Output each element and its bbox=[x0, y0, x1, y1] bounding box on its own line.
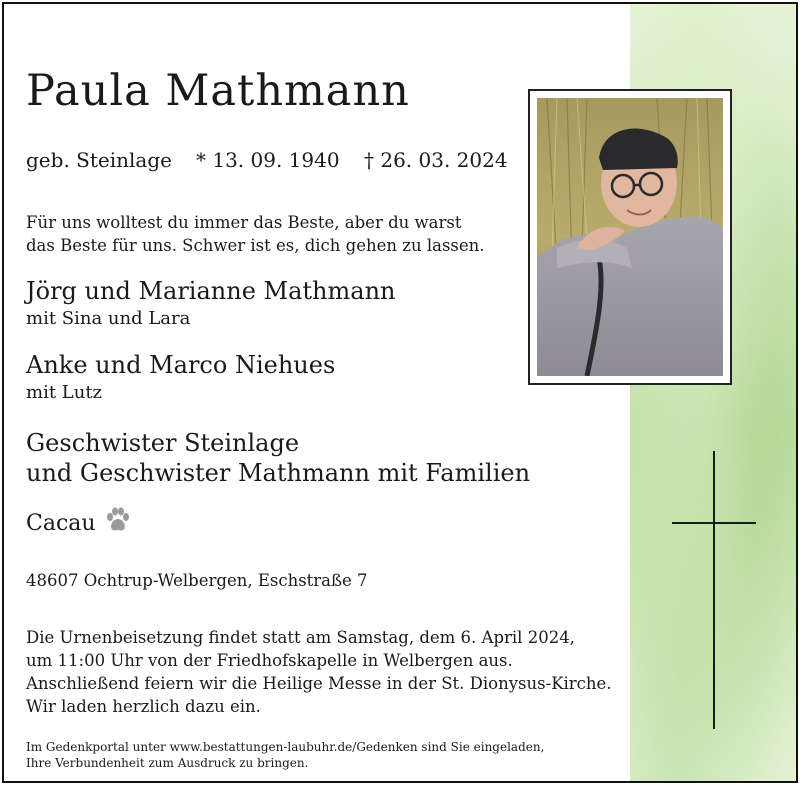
paw-print-icon bbox=[104, 506, 132, 540]
mourner-names: Anke und Marco Niehues bbox=[26, 351, 336, 379]
service-line: Anschließend feiern wir die Heilige Messe in der St. Dionysus-Kirche. bbox=[26, 674, 612, 693]
dates-row bbox=[26, 148, 508, 172]
service-line: Wir laden herzlich dazu ein. bbox=[26, 697, 261, 716]
birth-date: * 13. 09. 1940 bbox=[196, 148, 340, 172]
deceased-name: Paula Mathmann bbox=[26, 66, 410, 116]
mourner-names: Jörg und Marianne Mathmann bbox=[26, 277, 396, 305]
pet-line bbox=[26, 506, 132, 540]
portal-line: Im Gedenkportal unter www.bestattungen-laubuhr.de/Gedenken sind Sie eingeladen, bbox=[26, 740, 545, 754]
memorial-verse bbox=[26, 211, 506, 257]
service-line: um 11:00 Uhr von der Friedhofskapelle in Welbergen aus. bbox=[26, 651, 513, 670]
pet-name: Cacau bbox=[26, 510, 96, 536]
verse-line: Für uns wolltest du immer das Beste, aber du warst bbox=[26, 213, 462, 232]
memorial-portal-note bbox=[26, 739, 544, 771]
mourner-names: und Geschwister Mathmann mit Familien bbox=[26, 459, 531, 487]
service-info bbox=[26, 626, 612, 718]
obituary-card bbox=[2, 2, 798, 783]
mourner-with: mit Sina und Lara bbox=[26, 308, 191, 329]
mourner-group bbox=[26, 350, 335, 406]
address: 48607 Ochtrup-Welbergen, Eschstraße 7 bbox=[26, 571, 368, 590]
mourner-names: Geschwister Steinlage bbox=[26, 429, 300, 457]
mourner-group bbox=[26, 276, 396, 332]
mourner-group bbox=[26, 428, 530, 488]
cross-icon bbox=[672, 451, 756, 729]
portrait-image bbox=[537, 98, 723, 376]
death-date: † 26. 03. 2024 bbox=[364, 148, 508, 172]
portal-line: Ihre Verbundenheit zum Ausdruck zu bringen. bbox=[26, 756, 309, 770]
birth-name: geb. Steinlage bbox=[26, 148, 172, 172]
service-line: Die Urnenbeisetzung findet statt am Samstag, dem 6. April 2024, bbox=[26, 628, 575, 647]
mourner-with: mit Lutz bbox=[26, 382, 103, 403]
portrait-photo bbox=[528, 89, 732, 385]
verse-line: das Beste für uns. Schwer ist es, dich gehen zu lassen. bbox=[26, 236, 485, 255]
